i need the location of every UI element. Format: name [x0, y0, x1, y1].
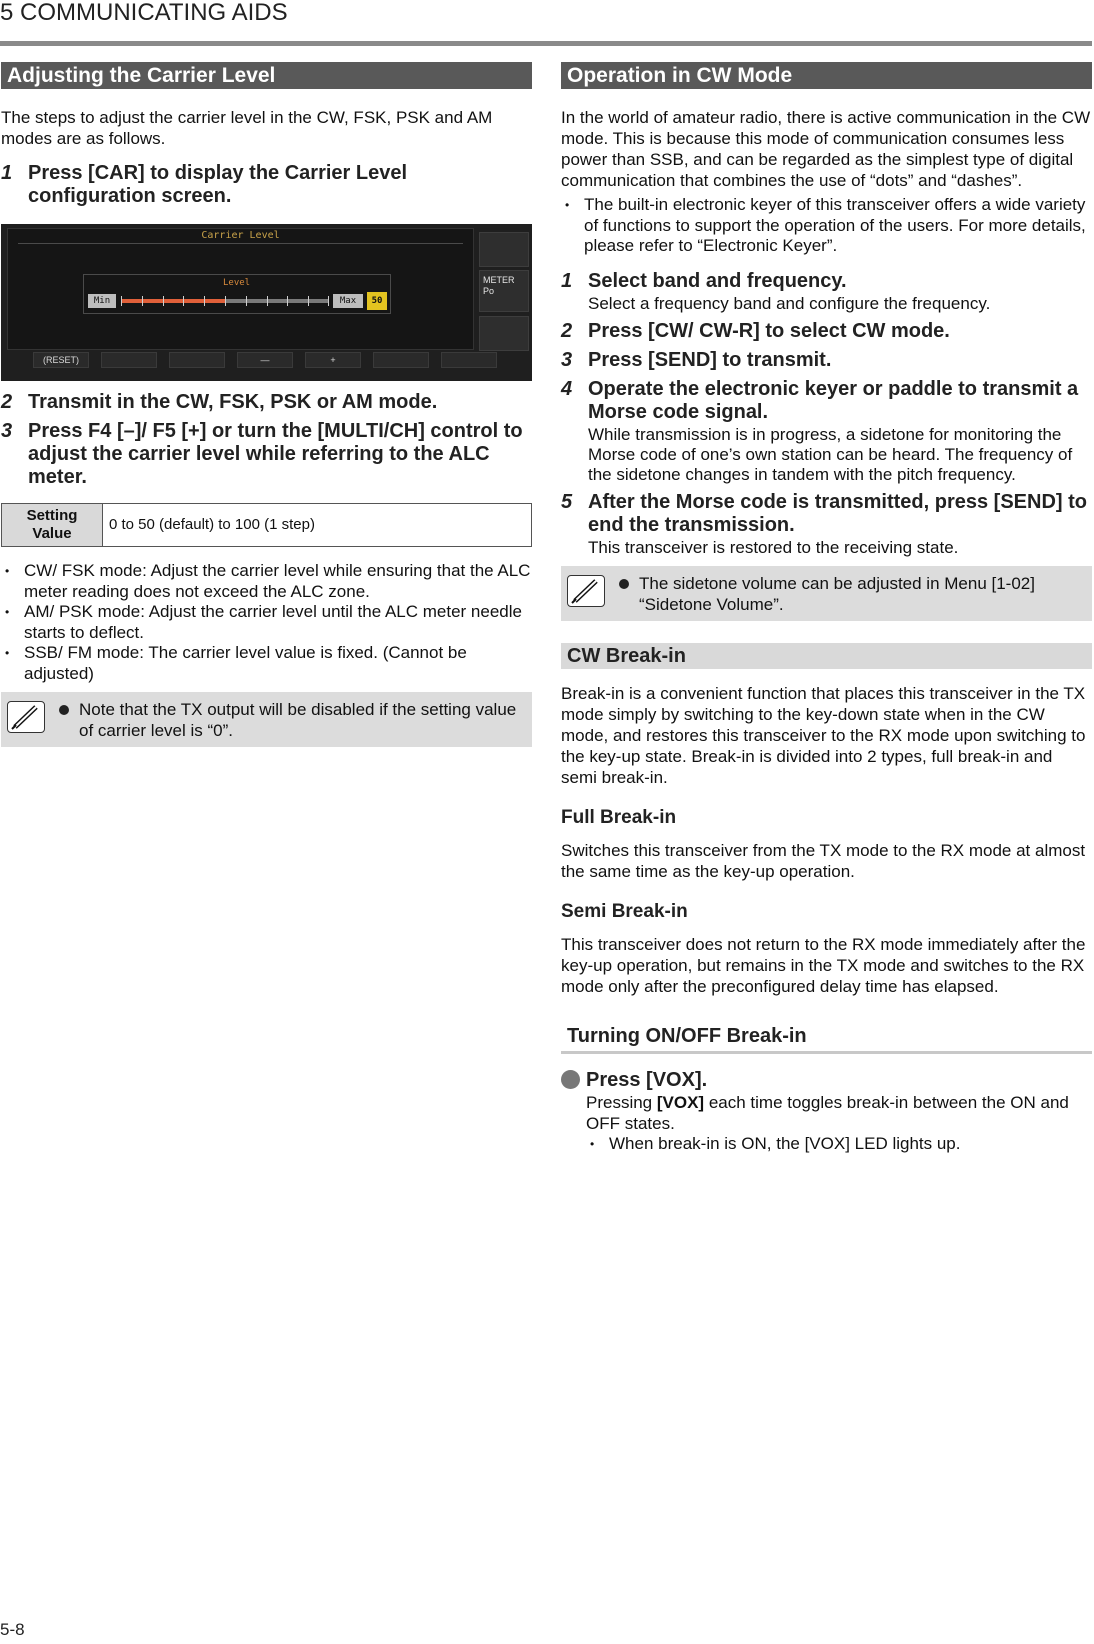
setting-value-cell: 0 to 50 (default) to 100 (1 step): [103, 504, 532, 547]
section-title-carrier: Adjusting the Carrier Level: [1, 62, 532, 89]
slider-tick: [328, 296, 329, 306]
bullet-icon: [619, 579, 629, 589]
note-box: [561, 566, 1092, 621]
press-text-post: each time toggles break-in between the ON and OFF states.: [586, 1092, 1069, 1133]
press-vox-list: [586, 1134, 1092, 1155]
slider-tick: [142, 296, 143, 306]
table-row: [2, 504, 532, 547]
press-vox-title: Press [VOX].: [586, 1068, 708, 1091]
vox-key-label: [VOX]: [656, 1092, 705, 1112]
cw-intro: In the world of amateur radio, there is active communication in the CW mode. This is because this mode of communication consumes less power than SSB, and can be regarded as the simplest type of digital communication that combines the use of “dots” and “dashes”.: [561, 108, 1091, 190]
step-1: [561, 270, 1092, 314]
carrier-intro: The steps to adjust the carrier level in the CW, FSK, PSK and AM modes are as follows.: [1, 108, 493, 148]
f2-key[interactable]: [101, 352, 157, 368]
step-1: [1, 162, 532, 208]
step-5: [561, 491, 1092, 558]
cw-intro-list: [561, 195, 1092, 257]
section-title-breakin: CW Break-in: [561, 643, 1092, 669]
setting-table: [1, 503, 532, 547]
list-item: • When break-in is ON, the [VOX] LED lights up.: [586, 1134, 1092, 1155]
step-2: [1, 391, 532, 414]
step-dot-icon: [561, 1070, 580, 1089]
meter-label: [483, 275, 515, 297]
step-number: 3: [561, 348, 573, 371]
step-title: Press F4 [–]/ F5 [+] or turn the [MULTI/CH] control to adjust the carrier level while referring to the ALC meter.: [28, 420, 523, 488]
slider-tick: [204, 296, 205, 306]
step-number: 1: [561, 269, 573, 292]
slider-tick: [121, 296, 122, 306]
press-vox-text: [586, 1092, 1092, 1134]
step-number: 4: [561, 377, 573, 400]
f4-minus-key[interactable]: —: [237, 352, 293, 368]
step-number: 3: [1, 420, 13, 442]
full-breakin-text: Switches this transceiver from the TX mode to the RX mode at almost the same time as the key-up operation.: [561, 840, 1086, 881]
step-3: [561, 349, 1092, 372]
cw-steps: [561, 270, 1092, 558]
step-title: Operate the electronic keyer or paddle to transmit a Morse code signal.: [588, 377, 1079, 423]
section-title-cw: Operation in CW Mode: [561, 62, 1092, 89]
slider-tick: [183, 296, 184, 306]
slider-value: 50: [367, 292, 387, 310]
toggle-breakin-title: Turning ON/OFF Break-in: [561, 1023, 1092, 1054]
step-number: 2: [561, 319, 573, 342]
slider-tick: [225, 296, 226, 306]
meter-label-text: METER: [483, 275, 515, 285]
slider-tick: [163, 296, 164, 306]
step-number: 5: [561, 490, 573, 513]
setting-header-cell: Setting Value: [2, 504, 103, 547]
side-key-bottom[interactable]: [479, 316, 529, 351]
step-desc: Select a frequency band and configure the frequency.: [588, 293, 991, 313]
list-item: • AM/ PSK mode: Adjust the carrier level until the ALC meter needle starts to deflect.: [1, 602, 532, 643]
press-vox-row: [561, 1068, 1092, 1092]
step-title: Press [CAR] to display the Carrier Level configuration screen.: [28, 162, 408, 207]
semi-breakin-title: Semi Break-in: [561, 900, 688, 922]
slider-max-label: Max: [333, 294, 363, 308]
step-title: Select band and frequency.: [588, 269, 847, 292]
slider-tick: [246, 296, 247, 306]
full-breakin-title: Full Break-in: [561, 806, 677, 828]
step-4: [561, 378, 1092, 485]
carrier-notes-list: [1, 561, 532, 684]
step-2: [561, 320, 1092, 343]
slider-tick: [267, 296, 268, 306]
slider-fill: [121, 299, 225, 303]
carrier-level-screen: [1, 224, 532, 381]
step-title: Transmit in the CW, FSK, PSK or AM mode.: [28, 391, 438, 413]
f5-plus-key[interactable]: +: [305, 352, 361, 368]
note-text: The sidetone volume can be adjusted in Menu [1-02] “Sidetone Volume”.: [639, 573, 1035, 614]
level-label: Level: [223, 278, 251, 288]
panel-title: Carrier Level: [201, 230, 280, 241]
right-column: [561, 62, 1092, 1154]
list-item: • SSB/ FM mode: The carrier level value is fixed. (Cannot be adjusted): [1, 643, 532, 684]
left-column: [1, 62, 532, 747]
step-desc: This transceiver is restored to the receiving state.: [588, 537, 959, 557]
page-number: 5-8: [0, 1620, 25, 1639]
press-vox-body: [561, 1092, 1092, 1155]
slider-min-label: Min: [88, 294, 116, 308]
note-box: [1, 692, 532, 747]
side-key-top[interactable]: [479, 232, 529, 267]
step-desc: While transmission is in progress, a sidetone for monitoring the Morse code of one’s own station can be heard. The frequency of the sidetone changes in tandem with the pitch frequency.: [588, 424, 1073, 484]
press-text-pre: Pressing: [586, 1092, 657, 1112]
panel-title-rule: [18, 243, 463, 244]
slider-tick: [287, 296, 288, 306]
list-item: • The built-in electronic keyer of this transceiver offers a wide variety of functions to support the operation of the users. For more details, please refer to “Electronic Keyer”.: [561, 195, 1092, 257]
chapter-rule: [0, 41, 1092, 46]
list-item: • CW/ FSK mode: Adjust the carrier level while ensuring that the ALC meter reading does not exceed the ALC zone.: [1, 561, 532, 602]
semi-breakin-text: This transceiver does not return to the RX mode immediately after the key-up operation, but remains in the TX mode and switches to the RX mode only after the preconfigured delay time has elapsed.: [561, 934, 1086, 996]
f7-key[interactable]: [441, 352, 497, 368]
pencil-note-icon: [7, 701, 45, 733]
f3-key[interactable]: [169, 352, 225, 368]
step-title: Press [SEND] to transmit.: [588, 348, 832, 371]
f1-reset-key[interactable]: (RESET): [33, 352, 89, 368]
step-title: After the Morse code is transmitted, press [SEND] to end the transmission.: [588, 490, 1087, 536]
bullet-icon: [59, 705, 69, 715]
pencil-note-icon: [567, 575, 605, 607]
step-title: Press [CW/ CW-R] to select CW mode.: [588, 319, 950, 342]
chapter-title: 5 COMMUNICATING AIDS: [0, 0, 288, 26]
step-number: 2: [1, 391, 13, 413]
carrier-level-slider[interactable]: [121, 299, 329, 303]
slider-tick: [308, 296, 309, 306]
step-number: 1: [1, 162, 13, 184]
note-text: Note that the TX output will be disabled if the setting value of carrier level is “0”.: [79, 700, 517, 740]
step-3: [1, 420, 532, 489]
breakin-intro: Break-in is a convenient function that places this transceiver in the TX mode simply by switching to the key-down state when in the CW mode, and restores this transceiver to the RX mode upon switching to the key-up state. Break-in is divided into 2 types, full break-in and semi break-in.: [561, 683, 1086, 787]
f6-key[interactable]: [373, 352, 429, 368]
meter-sub-label: Po: [483, 286, 495, 296]
